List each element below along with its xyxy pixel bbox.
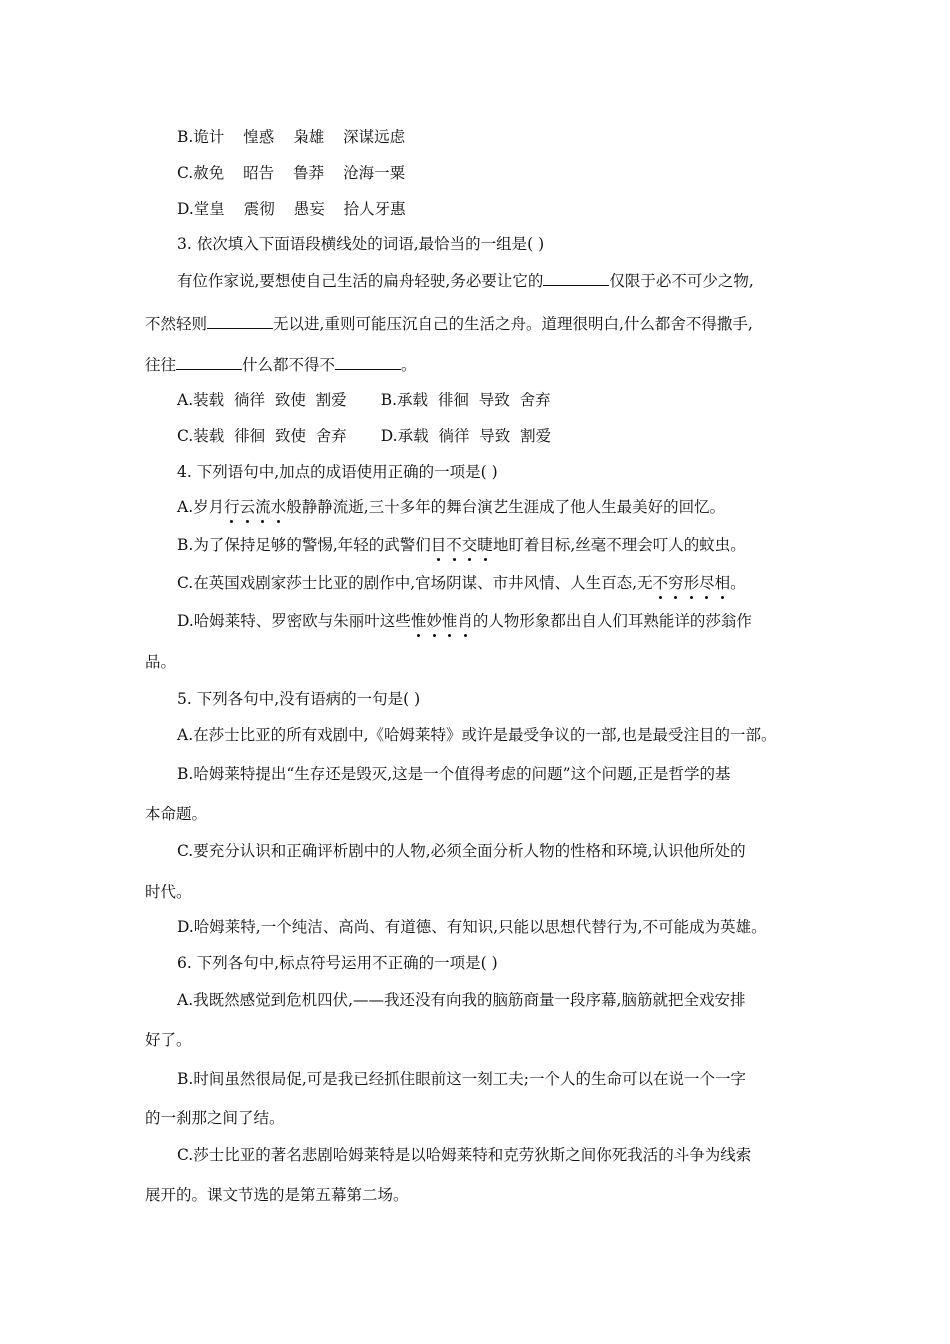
dotted-char: 交	[461, 536, 478, 554]
q4-stem: 4. 下列语句中,加点的成语使用正确的一项是( )	[177, 463, 498, 481]
option-word: 愚妄	[293, 200, 325, 218]
dotted-char: 行	[224, 498, 240, 516]
option-text: A.岁月	[177, 498, 225, 516]
option-word: 鲁莽	[293, 164, 325, 182]
dotted-char: 惟	[441, 612, 458, 630]
q4-option-c	[177, 573, 746, 593]
dotted-char: 肖	[457, 612, 473, 630]
option-word: 昭告	[243, 164, 275, 182]
option-text: 。	[730, 574, 746, 592]
dotted-char: 流	[255, 498, 271, 516]
option-word: 拾人牙惠	[343, 200, 406, 218]
option-text: 的人物形象都出自人们耳熟能详的莎翁作	[472, 612, 752, 630]
option-word: 枭雄	[293, 128, 325, 146]
q3-passage-line-2	[145, 314, 753, 334]
q3-passage-line-1	[177, 271, 754, 291]
answer-blank-3	[176, 355, 242, 370]
q2-option-d	[177, 199, 406, 219]
q5-option-b: B.哈姆莱特提出“生存还是毁灭,这是一个值得考虑的问题”这个问题,正是哲学的基	[177, 765, 731, 783]
q6-stem: 6. 下列各句中,标点符号运用不正确的一项是( )	[177, 954, 498, 972]
dotted-char: 不	[446, 536, 462, 554]
dotted-char: 云	[239, 498, 256, 516]
q5-option-c-cont: 时代。	[145, 883, 192, 901]
q5-option-b-cont: 本命题。	[145, 805, 208, 823]
option-text: D.哈姆莱特、罗密欧与朱丽叶这些	[177, 612, 411, 630]
option-word: 惶惑	[243, 128, 275, 146]
q6-option-b: B.时间虽然很局促,可是我已经抓住眼前这一刻工夫;一个人的生命可以在说一个一字	[177, 1070, 746, 1088]
dotted-char: 目	[430, 536, 447, 554]
answer-blank-4	[335, 355, 401, 370]
q3-passage-line-3	[145, 355, 417, 375]
q4-option-d	[177, 611, 752, 631]
option-word: 沧海一粟	[343, 164, 406, 182]
option-text: C.在英国戏剧家莎士比亚的剧作中,官场阴谋、市井风情、人生百态,无	[177, 574, 653, 592]
dotted-char: 睫	[477, 536, 493, 554]
q6-option-a: A.我既然感觉到危机四伏,——我还没有向我的脑筋商量一段序幕,脑筋就把全戏安排	[177, 991, 746, 1009]
passage-text: 往往	[145, 356, 177, 374]
q6-option-c: C.莎士比亚的著名悲剧哈姆莱特是以哈姆莱特和克劳狄斯之间你死我活的斗争为线索	[177, 1146, 752, 1164]
passage-text: 有位作家说,要想使自己生活的扁舟轻驶,务必要让它的	[177, 272, 544, 290]
passage-text: 什么都不得不	[242, 356, 336, 374]
q3-option-b: B.承载 徘徊 导致 舍弃	[380, 391, 551, 409]
dotted-char: 不	[652, 574, 669, 592]
option-text: C.赦免	[177, 164, 225, 182]
q3-options-row-2	[177, 426, 551, 446]
q5-option-d: D.哈姆莱特,一个纯洁、高尚、有道德、有知识,只能以思想代替行为,不可能成为英雄。	[177, 918, 767, 936]
q4-option-d-cont: 品。	[145, 653, 177, 671]
option-word: 深谋远虑	[343, 128, 406, 146]
option-word: 震彻	[243, 200, 275, 218]
q3-stem: 3. 依次填入下面语段横线处的词语,最恰当的一组是( )	[177, 235, 545, 253]
option-text: 般静静流逝,三十多年的舞台演艺生涯成了他人生最美好的回忆。	[286, 498, 726, 516]
q5-option-c: C.要充分认识和正确评析剧中的人物,必须全面分析人物的性格和环境,认识他所处的	[177, 842, 746, 860]
q3-option-a: A.装载 徜徉 致使 割爱	[177, 391, 347, 409]
answer-blank-1	[543, 271, 609, 286]
dotted-char: 穷	[668, 574, 684, 592]
q2-option-c	[177, 163, 405, 183]
q5-stem: 5. 下列各句中,没有语病的一句是( )	[177, 690, 421, 708]
dotted-char: 水	[270, 498, 287, 516]
q6-option-a-cont: 好了。	[145, 1031, 192, 1049]
option-text: B.为了保持足够的警惕,年轻的武警们	[177, 536, 431, 554]
answer-blank-2	[207, 314, 273, 329]
q4-option-a	[177, 497, 725, 517]
dotted-char: 尽	[699, 574, 715, 592]
dotted-char: 相	[714, 574, 731, 592]
q3-options-row-1	[177, 390, 551, 410]
option-text: 地盯着目标,丝毫不理会叮人的蚊虫。	[492, 536, 746, 554]
q3-option-d: D.承载 徜徉 导致 割爱	[380, 427, 552, 445]
passage-text: 无以进,重则可能压沉自己的生活之舟。道理很明白,什么都舍不得撒手,	[273, 315, 753, 333]
option-text: D.堂皇	[177, 200, 225, 218]
option-text: B.诡计	[177, 128, 225, 146]
dotted-char: 形	[683, 574, 700, 592]
dotted-char: 惟	[410, 612, 427, 630]
q2-option-b	[177, 127, 405, 147]
q4-option-b	[177, 535, 746, 555]
passage-text: 。	[401, 356, 417, 374]
passage-text: 不然轻则	[145, 315, 208, 333]
q6-option-b-cont: 的一刹那之间了结。	[145, 1109, 285, 1127]
dotted-char: 妙	[426, 612, 442, 630]
q5-option-a: A.在莎士比亚的所有戏剧中,《哈姆莱特》或许是最受争议的一部,也是最受注目的一部。	[177, 726, 777, 744]
q6-option-c-cont: 展开的。课文节选的是第五幕第二场。	[145, 1186, 409, 1204]
passage-text: 仅限于必不可少之物,	[609, 272, 754, 290]
q3-option-c: C.装载 徘徊 致使 舍弃	[177, 427, 347, 445]
